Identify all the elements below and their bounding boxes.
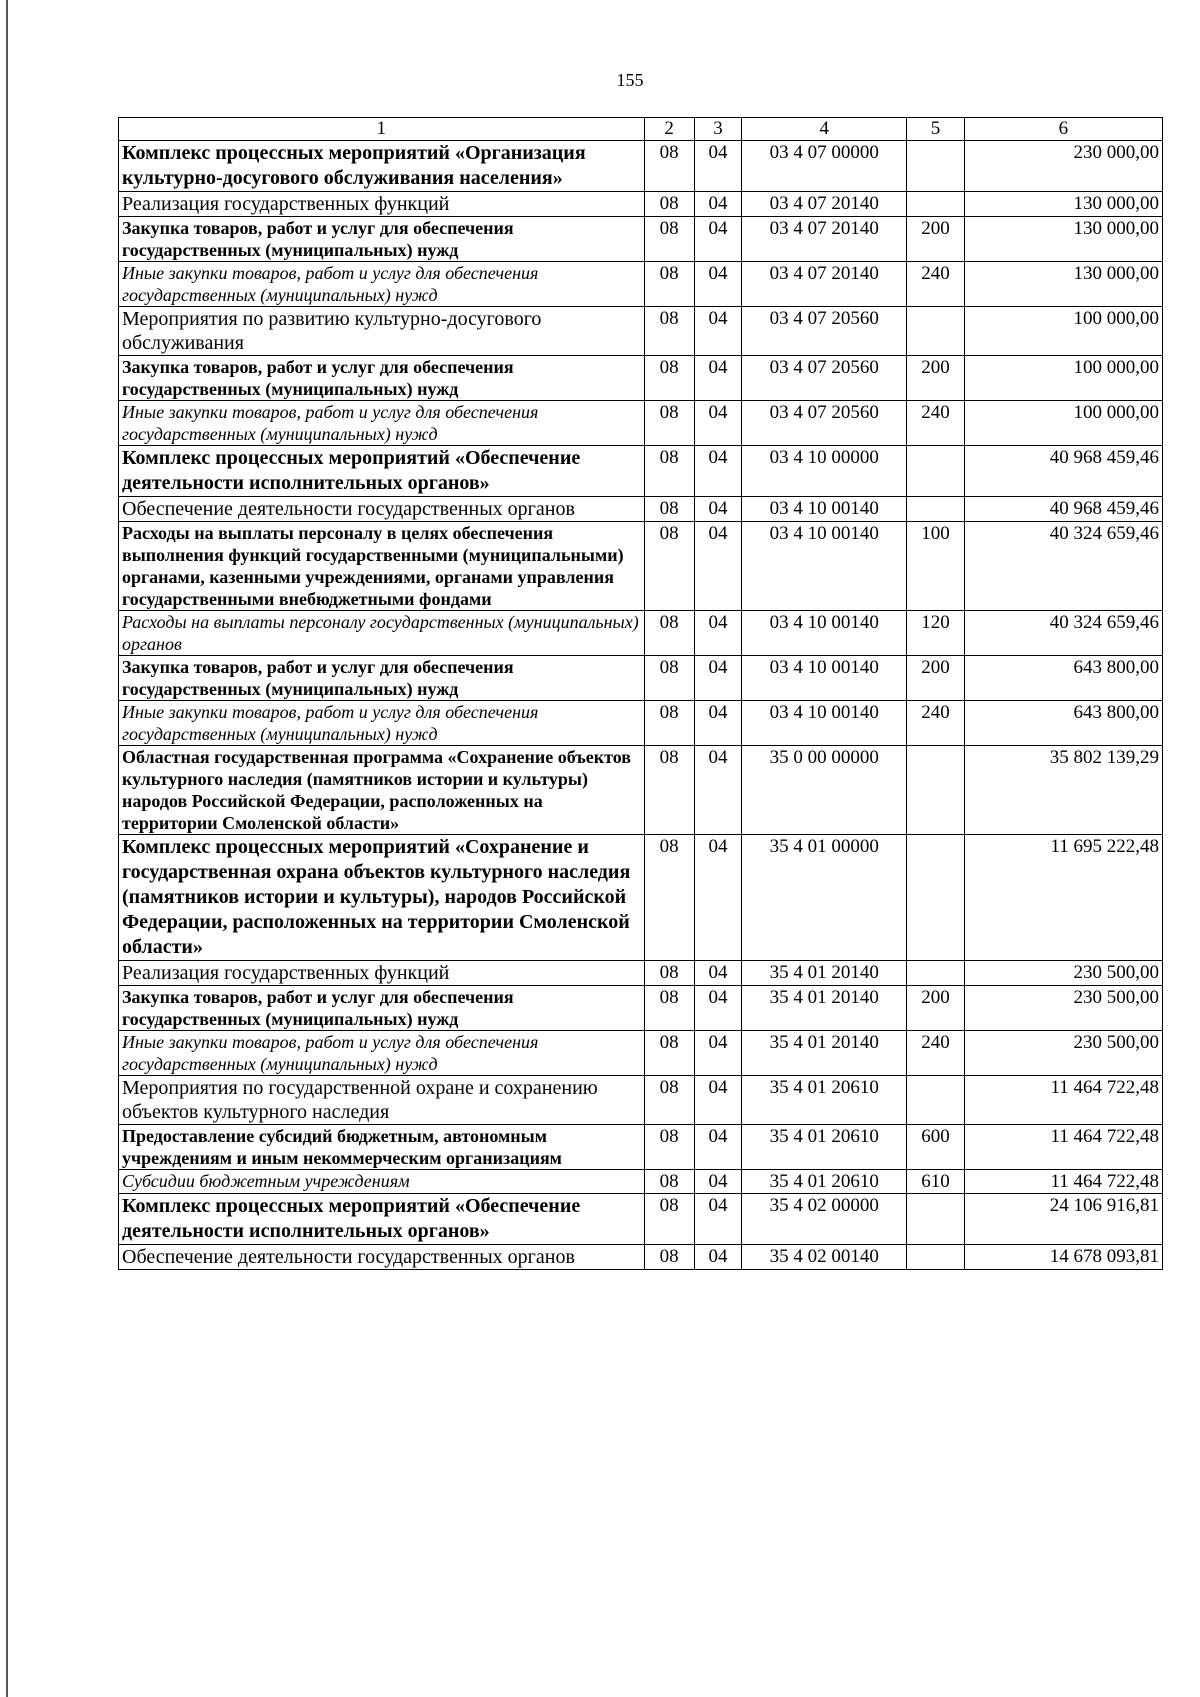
expense-name-cell: Иные закупки товаров, работ и услуг для обеспечения государственных (муниципальных) нужд: [119, 262, 645, 307]
expense-type-cell: [907, 1194, 964, 1245]
target-article-cell: 03 4 07 20560: [742, 307, 907, 356]
table-row: [119, 1170, 1163, 1194]
section-code-cell: 08: [644, 497, 694, 522]
table-row: [119, 356, 1163, 401]
target-article-cell: 35 4 01 20610: [742, 1170, 907, 1194]
column-number-4: 4: [742, 118, 907, 141]
target-article-cell: 35 4 01 20610: [742, 1076, 907, 1125]
section-code-cell: 08: [644, 217, 694, 262]
expense-type-cell: [907, 141, 964, 192]
expense-type-cell: 240: [907, 262, 964, 307]
amount-cell: 11 695 222,48: [964, 835, 1162, 961]
table-row: [119, 1194, 1163, 1245]
table-row: [119, 401, 1163, 446]
amount-cell: 35 802 139,29: [964, 746, 1162, 835]
section-code-cell: 08: [644, 1125, 694, 1170]
section-code-cell: 08: [644, 611, 694, 656]
amount-cell: 230 500,00: [964, 1031, 1162, 1076]
table-row: [119, 961, 1163, 986]
target-article-cell: 03 4 07 20140: [742, 217, 907, 262]
subsection-code-cell: 04: [694, 1194, 741, 1245]
table-row: [119, 1031, 1163, 1076]
target-article-cell: 35 4 01 20140: [742, 986, 907, 1031]
expense-name-cell: Закупка товаров, работ и услуг для обеспечения государственных (муниципальных) нужд: [119, 356, 645, 401]
column-number-3: 3: [694, 118, 741, 141]
expense-name-cell: Мероприятия по развитию культурно-досугового обслуживания: [119, 307, 645, 356]
scan-edge-line: [6, 0, 8, 1697]
expense-type-cell: 200: [907, 986, 964, 1031]
expense-name-cell: Комплекс процессных мероприятий «Обеспечение деятельности исполнительных органов»: [119, 1194, 645, 1245]
section-code-cell: 08: [644, 401, 694, 446]
target-article-cell: 03 4 10 00140: [742, 701, 907, 746]
subsection-code-cell: 04: [694, 446, 741, 497]
section-code-cell: 08: [644, 307, 694, 356]
amount-cell: 643 800,00: [964, 656, 1162, 701]
amount-cell: 100 000,00: [964, 356, 1162, 401]
amount-cell: 230 500,00: [964, 986, 1162, 1031]
subsection-code-cell: 04: [694, 986, 741, 1031]
target-article-cell: 35 4 01 20140: [742, 961, 907, 986]
expense-type-cell: [907, 497, 964, 522]
expense-name-cell: Обеспечение деятельности государственных органов: [119, 1245, 645, 1270]
target-article-cell: 35 4 02 00140: [742, 1245, 907, 1270]
subsection-code-cell: 04: [694, 401, 741, 446]
target-article-cell: 03 4 10 00140: [742, 522, 907, 611]
expense-type-cell: 240: [907, 401, 964, 446]
amount-cell: 643 800,00: [964, 701, 1162, 746]
budget-table-body: [119, 141, 1163, 1270]
subsection-code-cell: 04: [694, 497, 741, 522]
section-code-cell: 08: [644, 1194, 694, 1245]
table-row: [119, 217, 1163, 262]
amount-cell: 100 000,00: [964, 307, 1162, 356]
amount-cell: 14 678 093,81: [964, 1245, 1162, 1270]
table-row: [119, 986, 1163, 1031]
target-article-cell: 03 4 07 20140: [742, 262, 907, 307]
expense-type-cell: 200: [907, 656, 964, 701]
target-article-cell: 03 4 10 00000: [742, 446, 907, 497]
target-article-cell: 03 4 10 00140: [742, 497, 907, 522]
subsection-code-cell: 04: [694, 656, 741, 701]
subsection-code-cell: 04: [694, 1076, 741, 1125]
amount-cell: 130 000,00: [964, 262, 1162, 307]
subsection-code-cell: 04: [694, 356, 741, 401]
expense-name-cell: Закупка товаров, работ и услуг для обеспечения государственных (муниципальных) нужд: [119, 656, 645, 701]
table-row: [119, 497, 1163, 522]
table-row: [119, 307, 1163, 356]
section-code-cell: 08: [644, 356, 694, 401]
expense-name-cell: Иные закупки товаров, работ и услуг для обеспечения государственных (муниципальных) нужд: [119, 701, 645, 746]
target-article-cell: 35 4 01 20610: [742, 1125, 907, 1170]
table-row: [119, 611, 1163, 656]
expense-name-cell: Расходы на выплаты персоналу государственных (муниципальных) органов: [119, 611, 645, 656]
amount-cell: 11 464 722,48: [964, 1076, 1162, 1125]
expense-type-cell: [907, 1076, 964, 1125]
expense-name-cell: Расходы на выплаты персоналу в целях обеспечения выполнения функций государственными (муниципальными) органами, казенными учреждениями, органами управления государственными внебюджетными фондами: [119, 522, 645, 611]
section-code-cell: 08: [644, 1245, 694, 1270]
section-code-cell: 08: [644, 262, 694, 307]
subsection-code-cell: 04: [694, 701, 741, 746]
table-row: [119, 701, 1163, 746]
expense-name-cell: Закупка товаров, работ и услуг для обеспечения государственных (муниципальных) нужд: [119, 986, 645, 1031]
expense-type-cell: [907, 835, 964, 961]
section-code-cell: 08: [644, 522, 694, 611]
table-row: [119, 192, 1163, 217]
target-article-cell: 03 4 07 20560: [742, 356, 907, 401]
expense-name-cell: Реализация государственных функций: [119, 961, 645, 986]
expense-type-cell: 200: [907, 356, 964, 401]
expense-type-cell: 610: [907, 1170, 964, 1194]
target-article-cell: 03 4 10 00140: [742, 656, 907, 701]
expense-type-cell: [907, 307, 964, 356]
section-code-cell: 08: [644, 192, 694, 217]
amount-cell: 230 000,00: [964, 141, 1162, 192]
expense-name-cell: Комплекс процессных мероприятий «Сохранение и государственная охрана объектов культурного наследия (памятников истории и культуры), народов Российской Федерации, расположенных на территории Смоленской области»: [119, 835, 645, 961]
table-row: [119, 656, 1163, 701]
subsection-code-cell: 04: [694, 262, 741, 307]
subsection-code-cell: 04: [694, 611, 741, 656]
subsection-code-cell: 04: [694, 1245, 741, 1270]
amount-cell: 130 000,00: [964, 217, 1162, 262]
target-article-cell: 35 4 01 00000: [742, 835, 907, 961]
amount-cell: 40 968 459,46: [964, 446, 1162, 497]
column-number-1: 1: [119, 118, 645, 141]
table-row: [119, 1125, 1163, 1170]
expense-name-cell: Иные закупки товаров, работ и услуг для обеспечения государственных (муниципальных) нужд: [119, 401, 645, 446]
expense-type-cell: [907, 192, 964, 217]
table-row: [119, 1076, 1163, 1125]
amount-cell: 24 106 916,81: [964, 1194, 1162, 1245]
amount-cell: 100 000,00: [964, 401, 1162, 446]
expense-name-cell: Предоставление субсидий бюджетным, автономным учреждениям и иным некоммерческим организациям: [119, 1125, 645, 1170]
expense-type-cell: 240: [907, 701, 964, 746]
amount-cell: 40 324 659,46: [964, 522, 1162, 611]
target-article-cell: 03 4 07 20140: [742, 192, 907, 217]
expense-name-cell: Комплекс процессных мероприятий «Обеспечение деятельности исполнительных органов»: [119, 446, 645, 497]
amount-cell: 130 000,00: [964, 192, 1162, 217]
section-code-cell: 08: [644, 701, 694, 746]
amount-cell: 11 464 722,48: [964, 1125, 1162, 1170]
expense-type-cell: [907, 446, 964, 497]
expense-type-cell: 600: [907, 1125, 964, 1170]
expense-name-cell: Обеспечение деятельности государственных органов: [119, 497, 645, 522]
amount-cell: 40 324 659,46: [964, 611, 1162, 656]
subsection-code-cell: 04: [694, 141, 741, 192]
subsection-code-cell: 04: [694, 1031, 741, 1076]
target-article-cell: 03 4 07 00000: [742, 141, 907, 192]
amount-cell: 230 500,00: [964, 961, 1162, 986]
column-number-5: 5: [907, 118, 964, 141]
section-code-cell: 08: [644, 746, 694, 835]
expense-name-cell: Мероприятия по государственной охране и сохранению объектов культурного наследия: [119, 1076, 645, 1125]
expense-name-cell: Комплекс процессных мероприятий «Организация культурно-досугового обслуживания населения»: [119, 141, 645, 192]
column-number-6: 6: [964, 118, 1162, 141]
expense-name-cell: Реализация государственных функций: [119, 192, 645, 217]
expense-type-cell: [907, 961, 964, 986]
expense-name-cell: Закупка товаров, работ и услуг для обеспечения государственных (муниципальных) нужд: [119, 217, 645, 262]
subsection-code-cell: 04: [694, 307, 741, 356]
subsection-code-cell: 04: [694, 1170, 741, 1194]
table-row: [119, 522, 1163, 611]
table-row: [119, 1245, 1163, 1270]
section-code-cell: 08: [644, 1076, 694, 1125]
target-article-cell: 35 4 02 00000: [742, 1194, 907, 1245]
subsection-code-cell: 04: [694, 835, 741, 961]
subsection-code-cell: 04: [694, 746, 741, 835]
subsection-code-cell: 04: [694, 1125, 741, 1170]
target-article-cell: 03 4 07 20560: [742, 401, 907, 446]
expense-type-cell: [907, 746, 964, 835]
page-number: 155: [616, 70, 644, 90]
subsection-code-cell: 04: [694, 192, 741, 217]
expense-type-cell: 120: [907, 611, 964, 656]
subsection-code-cell: 04: [694, 217, 741, 262]
expense-name-cell: Областная государственная программа «Сохранение объектов культурного наследия (памятников истории и культуры) народов Российской Федерации, расположенных на территории Смоленской области»: [119, 746, 645, 835]
expense-name-cell: Иные закупки товаров, работ и услуг для обеспечения государственных (муниципальных) нужд: [119, 1031, 645, 1076]
table-row: [119, 262, 1163, 307]
target-article-cell: 35 4 01 20140: [742, 1031, 907, 1076]
amount-cell: 11 464 722,48: [964, 1170, 1162, 1194]
table-row: [119, 835, 1163, 961]
expense-name-cell: Субсидии бюджетным учреждениям: [119, 1170, 645, 1194]
section-code-cell: 08: [644, 1170, 694, 1194]
table-row: [119, 141, 1163, 192]
subsection-code-cell: 04: [694, 961, 741, 986]
section-code-cell: 08: [644, 986, 694, 1031]
table-row: [119, 746, 1163, 835]
target-article-cell: 03 4 10 00140: [742, 611, 907, 656]
column-number-row: [119, 118, 1163, 141]
column-number-2: 2: [644, 118, 694, 141]
amount-cell: 40 968 459,46: [964, 497, 1162, 522]
expense-type-cell: 100: [907, 522, 964, 611]
subsection-code-cell: 04: [694, 522, 741, 611]
section-code-cell: 08: [644, 446, 694, 497]
section-code-cell: 08: [644, 656, 694, 701]
target-article-cell: 35 0 00 00000: [742, 746, 907, 835]
expense-type-cell: [907, 1245, 964, 1270]
section-code-cell: 08: [644, 141, 694, 192]
section-code-cell: 08: [644, 835, 694, 961]
budget-table: [118, 117, 1163, 1270]
expense-type-cell: 240: [907, 1031, 964, 1076]
section-code-cell: 08: [644, 1031, 694, 1076]
expense-type-cell: 200: [907, 217, 964, 262]
table-row: [119, 446, 1163, 497]
section-code-cell: 08: [644, 961, 694, 986]
